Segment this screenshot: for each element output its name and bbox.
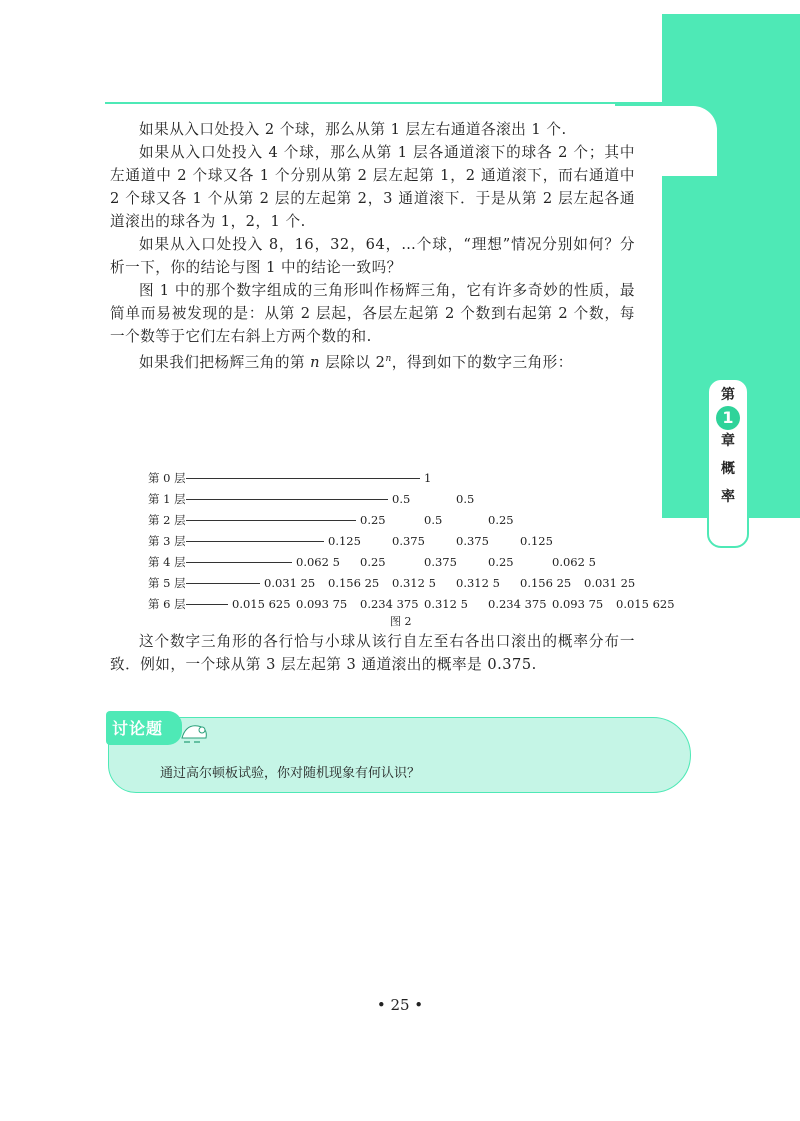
triangle-row-label: 第 4 层: [148, 555, 186, 569]
triangle-row: [148, 552, 678, 573]
triangle-leader-line: [186, 604, 228, 605]
triangle-row-label: 第 1 层: [148, 492, 186, 506]
triangle-value: 1: [424, 471, 432, 485]
triangle-value: 0.156 25: [328, 576, 380, 590]
triangle-row-label: 第 2 层: [148, 513, 186, 527]
figure-caption: 图 2: [390, 615, 412, 628]
triangle-leader-line: [186, 478, 420, 479]
triangle-row-label: 第 5 层: [148, 576, 186, 590]
triangle-value: 0.5: [456, 492, 475, 506]
paragraph-4: 图 1 中的那个数字组成的三角形叫作杨辉三角，它有许多奇妙的性质，最简单而易被发现的是：从第 2 层起，各层左起第 2 个数到右起第 2 个数，每一个数等于它们左右斜上方两个数的和.: [110, 282, 635, 345]
triangle-value: 0.25: [488, 555, 514, 569]
triangle-value: 0.312 5: [424, 597, 468, 611]
paragraph-2: 如果从入口处投入 4 个球，那么从第 1 层各通道滚下的球各 2 个；其中左通道中 2 个球又各 1 个分别从第 2 层左起第 1，2 通道滚下，而右通道中 2 个球又各 1 个从第 2 层的左起第 2，3 通道滚下．于是从第 2 层左起各通道滚出的球各为 1，2，1 个.: [110, 144, 635, 230]
paragraph-3: 如果从入口处投入 8，16，32，64，…个球，“理想”情况分别如何？分析一下，你的结论与图 1 中的结论一致吗？: [110, 236, 635, 276]
triangle-value: 0.25: [360, 513, 386, 527]
triangle-value: 0.5: [392, 492, 411, 506]
triangle-leader-line: [186, 541, 324, 542]
triangle-value: 0.5: [424, 513, 443, 527]
triangle-value: 0.093 75: [552, 597, 604, 611]
triangle-value: 0.015 625: [616, 597, 675, 611]
main-text: [110, 118, 635, 374]
triangle-row: [148, 531, 678, 552]
chapter-label-mid: 章: [721, 433, 735, 449]
triangle-row: [148, 573, 678, 594]
paragraph-5: 如果我们把杨辉三角的第 n 层除以 2$^n$，得到如下的数字三角形：: [139, 353, 573, 371]
paragraph-1: 如果从入口处投入 2 个球，那么从第 1 层左右通道各滚出 1 个.: [139, 121, 567, 138]
triangle-leader-line: [186, 499, 388, 500]
chapter-label-top: 第: [721, 387, 735, 403]
thinking-figure-icon: [180, 718, 212, 746]
triangle-value: 0.312 5: [456, 576, 500, 590]
discussion-text: 通过高尔顿板试验，你对随机现象有何认识？: [160, 766, 421, 781]
triangle-value: 0.234 375: [488, 597, 547, 611]
triangle-row-label: 第 6 层: [148, 597, 186, 611]
triangle-value: 0.375: [456, 534, 489, 548]
probability-triangle: [148, 468, 678, 615]
header-rule: [105, 102, 665, 104]
triangle-row-label: 第 3 层: [148, 534, 186, 548]
triangle-row: [148, 489, 678, 510]
triangle-value: 0.031 25: [264, 576, 316, 590]
triangle-value: 0.093 75: [296, 597, 348, 611]
triangle-value: 0.015 625: [232, 597, 291, 611]
triangle-value: 0.25: [488, 513, 514, 527]
paragraph-6: 这个数字三角形的各行恰与小球从该行自左至右各出口滚出的概率分布一致．例如，一个球从第 3 层左起第 3 通道滚出的概率是 0.375.: [110, 633, 635, 673]
triangle-value: 0.375: [424, 555, 457, 569]
triangle-row-label: 第 0 层: [148, 471, 186, 485]
triangle-row: [148, 468, 678, 489]
page-number: • 25 •: [376, 996, 424, 1014]
triangle-value: 0.031 25: [584, 576, 636, 590]
triangle-value: 0.375: [392, 534, 425, 548]
chapter-number: 1: [716, 406, 740, 430]
triangle-leader-line: [186, 520, 356, 521]
main-text-continued: [110, 630, 635, 676]
triangle-value: 0.312 5: [392, 576, 436, 590]
triangle-value: 0.25: [360, 555, 386, 569]
triangle-row: [148, 510, 678, 531]
chapter-tab: [707, 378, 749, 548]
triangle-value: 0.062 5: [552, 555, 596, 569]
triangle-row: [148, 594, 678, 615]
chapter-title-1: 概: [721, 461, 735, 477]
chapter-title-2: 率: [721, 489, 735, 505]
triangle-value: 0.234 375: [360, 597, 419, 611]
triangle-leader-line: [186, 583, 260, 584]
triangle-leader-line: [186, 562, 292, 563]
discussion-title: 讨论题: [112, 719, 164, 738]
triangle-value: 0.125: [520, 534, 553, 548]
triangle-value: 0.125: [328, 534, 361, 548]
triangle-value: 0.156 25: [520, 576, 572, 590]
triangle-value: 0.062 5: [296, 555, 340, 569]
